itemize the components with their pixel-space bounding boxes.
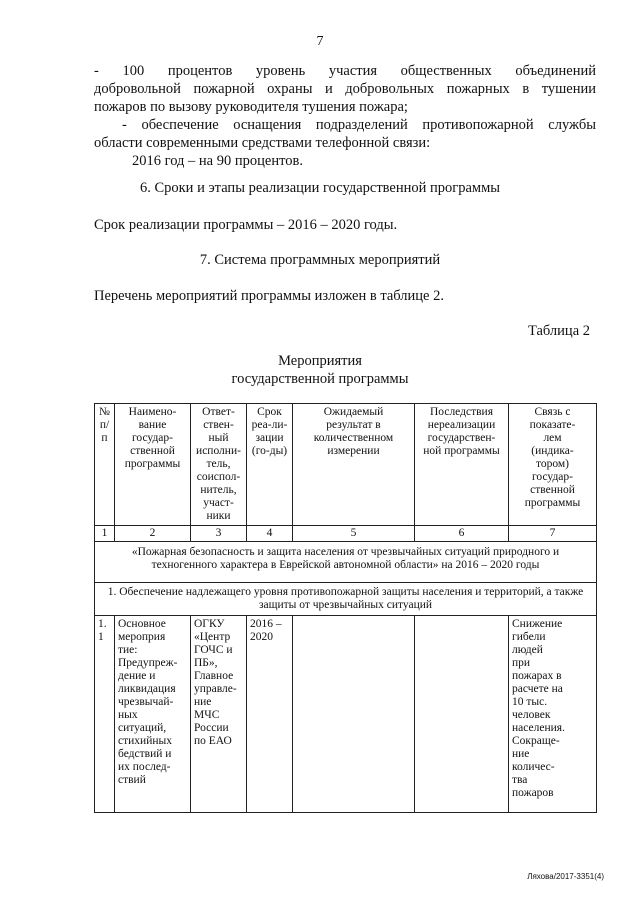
column-number: 5 [293,526,415,542]
paragraph-line: 2016 год – на 90 процентов. [132,153,303,169]
column-number: 6 [415,526,509,542]
task-row [95,583,597,616]
column-number: 4 [247,526,293,542]
item-number-cell: 1. 1 [95,616,115,813]
paragraph-line: - обеспечение оснащения подразделений противопожарной службы [122,117,596,133]
header-executor: Ответ- ствен- ный исполни- тель, соиспол- нитель, участ- ники [191,404,247,526]
paragraph-line: пожаров по вызову руководителя тушения пожара; [94,99,408,115]
paragraph-line: - 100 процентов уровень участия общественных объединений [94,63,596,79]
table-title [0,352,640,388]
program-title-cell: «Пожарная безопасность и защита населения от чрезвычайных ситуаций природного и техногенного характера в Еврейской автономной области» на 2016 – 2020 годы [95,542,597,583]
header-program-name: Наимено- вание государ- ственной программы [115,404,191,526]
task-title-cell: 1. Обеспечение надлежащего уровня противопожарной защиты населения и территорий, а также защиты от чрезвычайных ситуаций [95,583,597,616]
paragraph-line: добровольной пожарной охраны и добровольных пожарных в тушении [94,81,596,97]
item-name-cell: Основное мероприя тие: Предупреж- дение и ликвидация чрезвычай- ных ситуаций, стихийных бедствий и их послед- ствий [115,616,191,813]
section-6-title: 6. Сроки и этапы реализации государственной программы [139,180,501,196]
table-row [95,616,597,813]
header-expected-result: Ожидаемый результат в количественном измерении [293,404,415,526]
measures-table [94,403,597,813]
column-number-row [95,526,597,542]
section-7-text: Перечень мероприятий программы изложен в таблице 2. [94,288,444,304]
table-title-line: Мероприятия [278,353,362,369]
column-number: 2 [115,526,191,542]
item-period-cell: 2016 – 2020 [247,616,293,813]
table-title-line: государственной программы [231,371,409,387]
section-6-text: Срок реализации программы – 2016 – 2020 годы. [94,217,398,233]
item-consequences-cell [415,616,509,813]
paragraph-line: области современными средствами телефонной связи: [94,135,431,151]
header-consequences: Последствия нереализации государствен- ной программы [415,404,509,526]
item-executor-cell: ОГКУ «Центр ГОЧС и ПБ», Главное управле- ние МЧС России по ЕАО [191,616,247,813]
table-caption: Таблица 2 [527,323,590,339]
footer-code: Ляхова/2017-3351(4) [527,872,604,881]
header-number: № п/ п [95,404,115,526]
column-number: 7 [509,526,597,542]
section-7-title: 7. Система программных мероприятий [199,252,441,268]
column-number: 1 [95,526,115,542]
table-header-row [95,404,597,526]
item-expected-result-cell [293,616,415,813]
column-number: 3 [191,526,247,542]
header-indicator: Связь с показате- лем (индика- тором) государ- ственной программы [509,404,597,526]
item-indicator-cell: Снижение гибели людей при пожарах в расчете на 10 тыс. человек населения. Сокраще- ние количес- тва пожаров [509,616,597,813]
header-period: Срок реа-ли- зации (го-ды) [247,404,293,526]
program-row [95,542,597,583]
page-number: 7 [316,34,324,49]
